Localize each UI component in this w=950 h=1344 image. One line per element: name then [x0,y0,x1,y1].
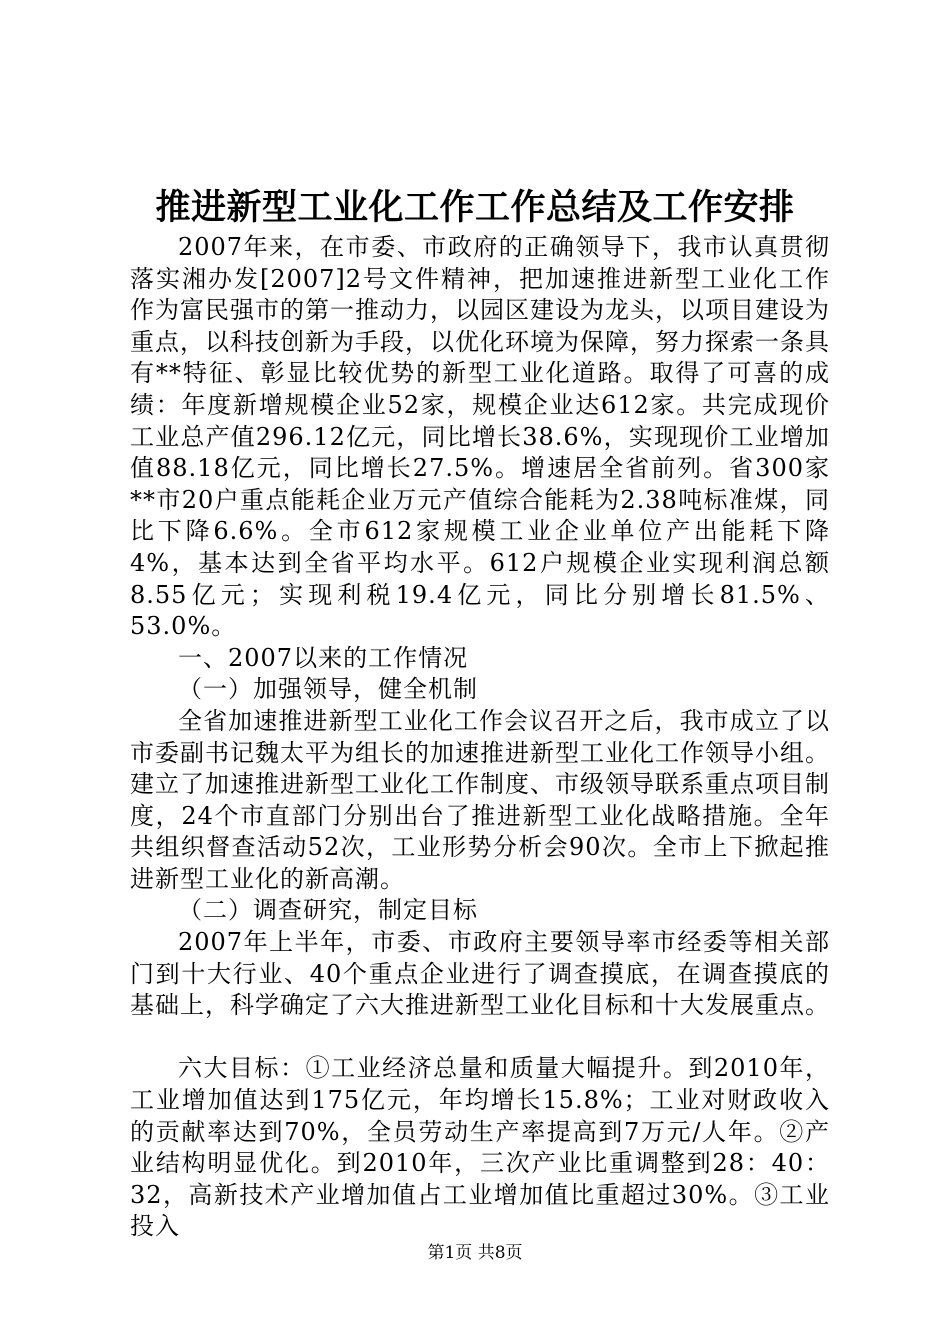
research-paragraph: 2007年上半年，市委、市政府主要领导率市经委等相关部门到十大行业、40个重点企业进行了调查摸底，在调查摸底的基础上，科学确定了六大推进新型工业化目标和十大发展重点。 [130,928,830,1020]
page-indicator: 第1页 共8页 [427,1243,523,1263]
goals-paragraph: 六大目标：①工业经济总量和质量大幅提升。到2010年，工业增加值达到175亿元，年均增长15.8%；工业对财政收入的贡献率达到70%，全员劳动生产率提高到7万元/人年。②产业结构明显优化。到2010年，三次产业比重调整到28：40：32，高新技术产业增加值占工业增加值比重超过30%。③工业投入 [130,1054,830,1241]
document-body [130,232,830,1243]
paragraph-spacer [130,1022,830,1054]
intro-paragraph: 2007年来，在市委、市政府的正确领导下，我市认真贯彻落实湘办发[2007]2号文件精神，把加速推进新型工业化工作作为富民强市的第一推动力，以园区建设为龙头，以项目建设为重点，以科技创新为手段，以优化环境为保障，努力探索一条具有**特征、彰显比较优势的新型工业化道路。取得了可喜的成绩：年度新增规模企业52家，规模企业达612家。共完成现价工业总产值296.12亿元，同比增长38.6%，实现现价工业增加值88.18亿元，同比增长27.5%。增速居全省前列。省300家**市20户重点能耗企业万元产值综合能耗为2.38吨标准煤，同比下降6.6%。全市612家规模工业企业单位产出能耗下降4%，基本达到全省平均水平。612户规模企业实现利润总额8.55亿元；实现利税19.4亿元，同比分别增长81.5%、53.0%。 [130,233,830,641]
section-heading-1: 一、2007以来的工作情况 [178,643,469,672]
document-title: 推进新型工业化工作工作总结及工作安排 [155,188,795,228]
leadership-paragraph: 全省加速推进新型工业化工作会议召开之后，我市成立了以市委副书记魏太平为组长的加速推进新型工业化工作领导小组。建立了加速推进新型工业化工作制度、市级领导联系重点项目制度，24个市直部门分别出台了推进新型工业化战略措施。全年共组织督查活动52次，工业形势分析会90次。全市上下掀起推进新型工业化的新高潮。 [130,706,830,893]
subsection-heading-2: （二）调查研究，制定目标 [178,896,478,925]
subsection-heading-1: （一）加强领导，健全机制 [178,675,478,704]
